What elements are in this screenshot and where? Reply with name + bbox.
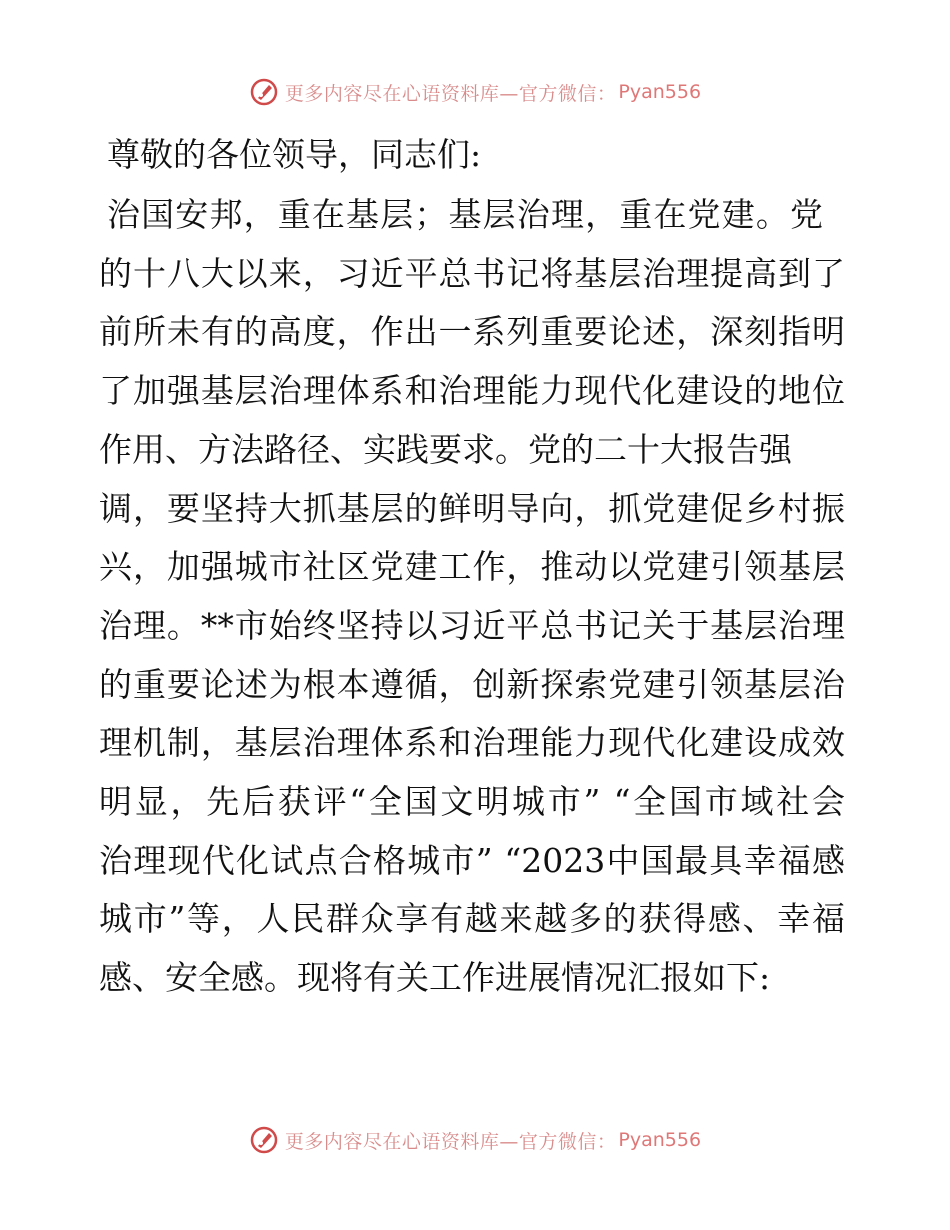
paragraph-line: 理机制，基层治理体系和治理能力现代化建设成效: [99, 723, 845, 763]
paragraph-line: 感、安全感。现将有关工作进展情况汇报如下:: [99, 958, 771, 998]
paragraph-line: 明显，先后获评“全国文明城市” “全国市域社会: [99, 782, 845, 822]
watermark-text: 更多内容尽在心语资料库—官方微信：: [284, 82, 617, 105]
paragraph-line: 兴，加强城市社区党建工作，推动以党建引领基层: [99, 547, 845, 587]
paragraph-line: 城市”等，人民群众享有越来越多的获得感、幸福: [99, 899, 845, 939]
paragraph-line: 治理。**市始终坚持以习近平总书记关于基层治理: [99, 605, 845, 645]
watermark-wechat-id: Pyan556: [618, 81, 702, 103]
paragraph-line: 作用、方法路径、实践要求。党的二十大报告强: [99, 429, 792, 469]
watermark-text: 更多内容尽在心语资料库—官方微信：: [284, 1130, 617, 1153]
paragraph-line: 了加强基层治理体系和治理能力现代化建设的地位: [99, 371, 845, 411]
body-paragraph: [99, 186, 859, 1008]
document-body: [99, 126, 859, 1008]
paragraph-line: 治国安邦，重在基层；基层治理，重在党建。党: [107, 195, 823, 234]
paragraph-line: 治理现代化试点合格城市” “2023中国最具幸福感: [99, 840, 845, 880]
pen-logo-icon: [249, 77, 279, 107]
paragraph-line: 的十八大以来，习近平总书记将基层治理提高到了: [99, 253, 845, 293]
watermark-wechat-id: Pyan556: [618, 1129, 702, 1151]
salutation: 尊敬的各位领导，同志们:: [107, 135, 482, 174]
header-watermark: [0, 72, 950, 112]
pen-logo-icon: [249, 1125, 279, 1155]
paragraph-line: 前所未有的高度，作出一系列重要论述，深刻指明: [99, 312, 845, 352]
paragraph-line: 调，要坚持大抓基层的鲜明导向，抓党建促乡村振: [99, 488, 845, 528]
paragraph-line: 的重要论述为根本遵循，创新探索党建引领基层治: [99, 664, 845, 704]
footer-watermark: [0, 1120, 950, 1160]
